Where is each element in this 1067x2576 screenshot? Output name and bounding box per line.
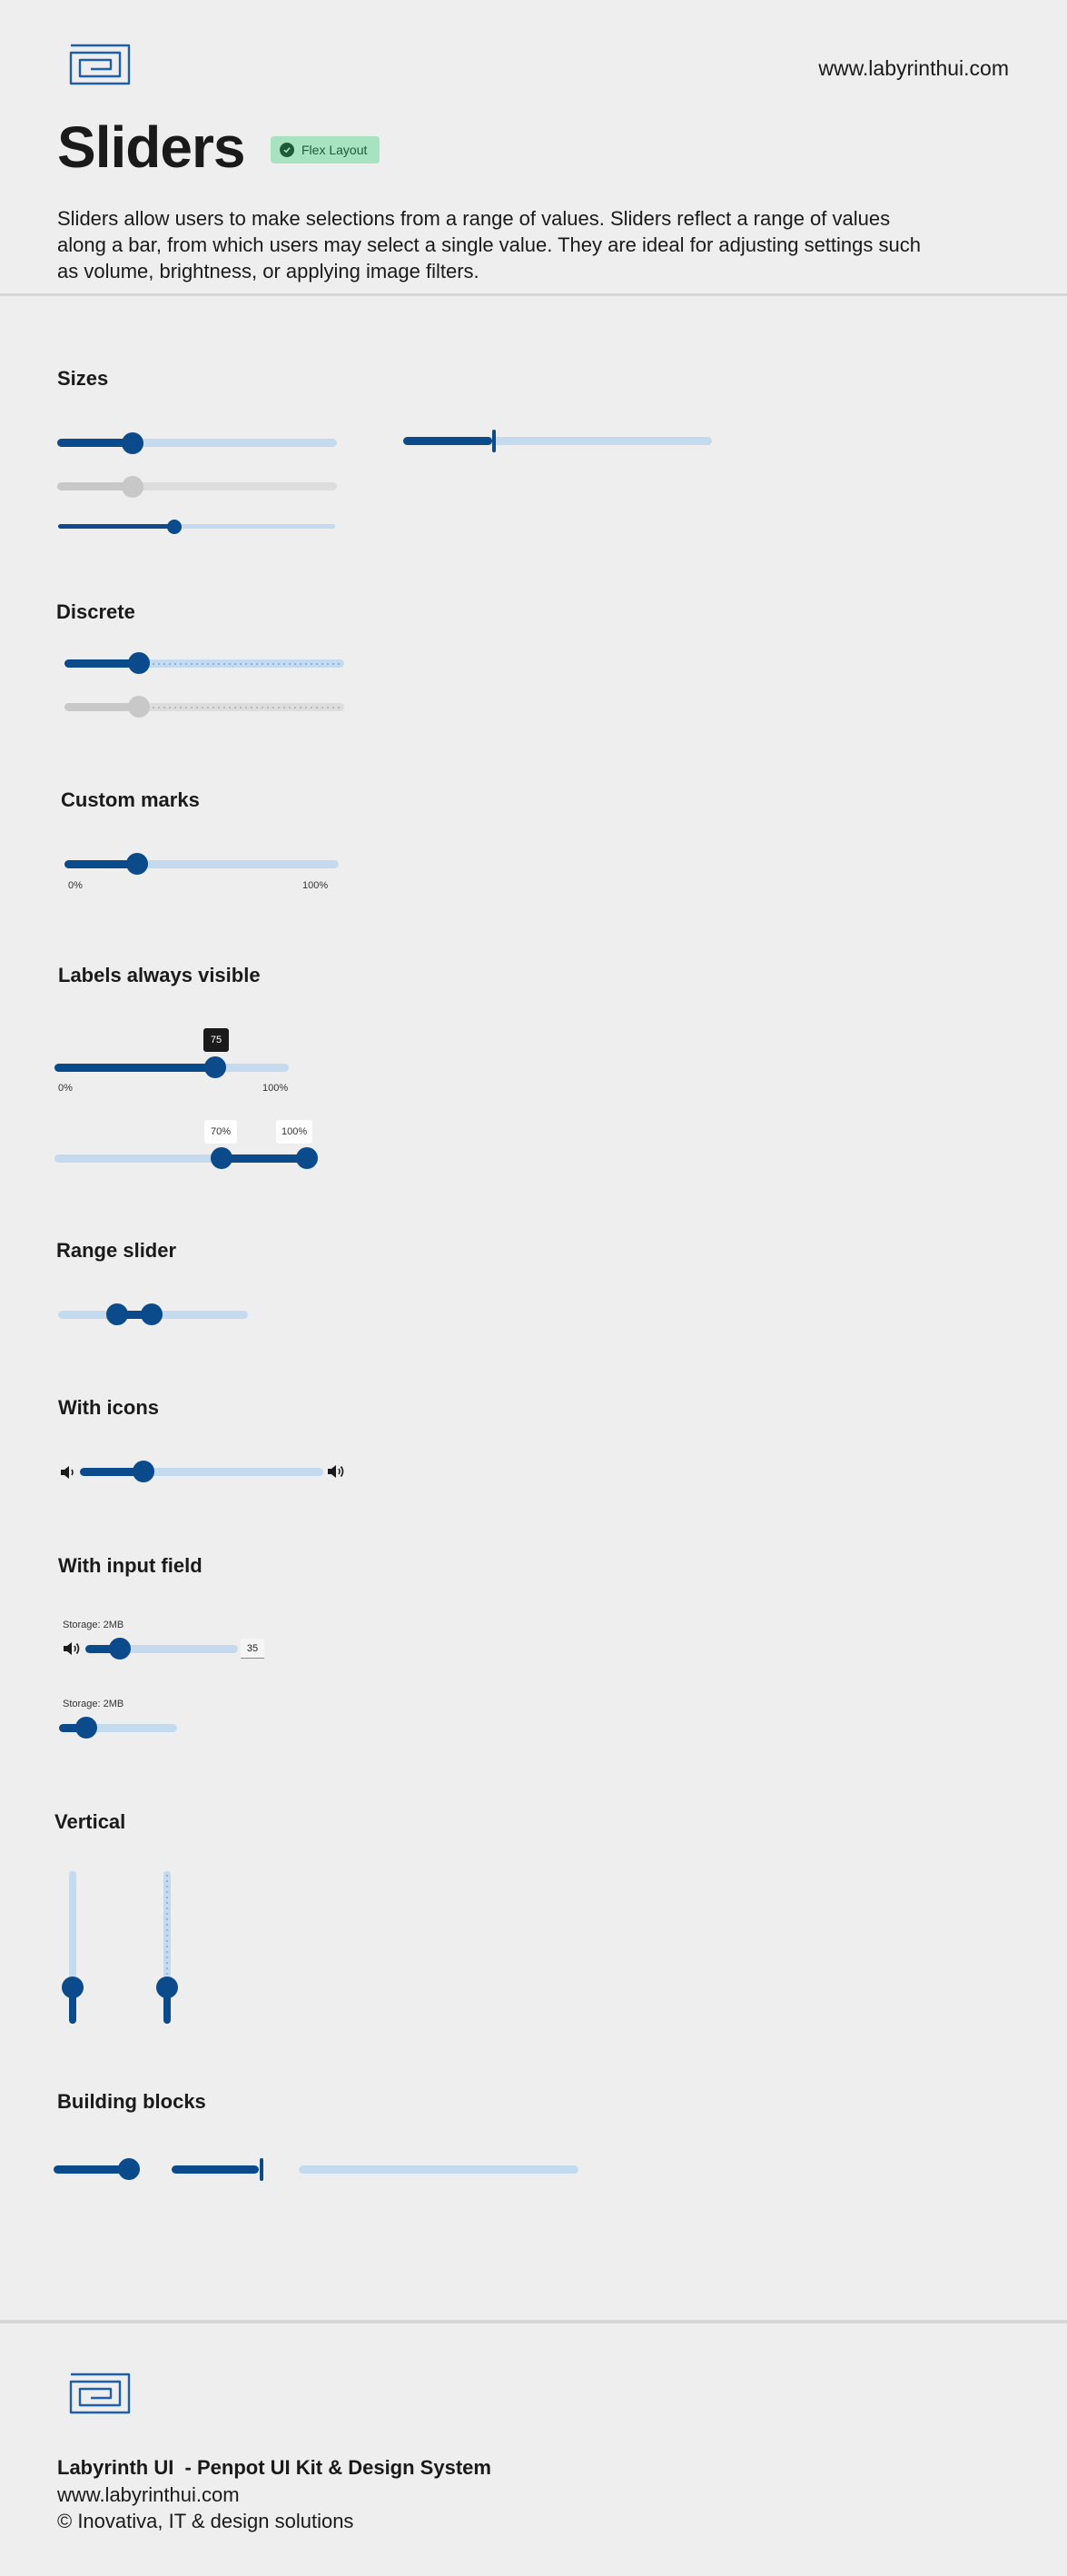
building-block-track bbox=[299, 2165, 578, 2174]
footer-link[interactable]: www.labyrinthui.com bbox=[57, 2483, 240, 2506]
slider-thumb[interactable] bbox=[167, 520, 182, 534]
slider-thumb[interactable] bbox=[133, 1461, 154, 1482]
slider-low-thumb[interactable] bbox=[211, 1147, 232, 1169]
slider-thumb[interactable] bbox=[492, 430, 496, 452]
value-input[interactable] bbox=[241, 1639, 264, 1659]
page-header bbox=[0, 0, 1067, 296]
section-title-range-slider: Range slider bbox=[56, 1239, 177, 1262]
slider-thumb[interactable] bbox=[128, 652, 150, 674]
slider-steps bbox=[166, 1875, 168, 1975]
slider-thumb[interactable] bbox=[109, 1638, 131, 1660]
section-title-discrete: Discrete bbox=[56, 600, 135, 623]
slider-thumb[interactable] bbox=[118, 2158, 140, 2180]
storage-label: Storage: 2MB bbox=[63, 1699, 124, 1709]
section-title-labels-visible: Labels always visible bbox=[58, 964, 261, 986]
storage-label: Storage: 2MB bbox=[63, 1620, 124, 1630]
page-footer bbox=[0, 2320, 1067, 2576]
page-intro: Sliders allow users to make selections from a range of values. Sliders reflect a range of values along a bar, from which users may select a single value. They are ideal for adjusting settings such as volume, brightness, or applying image filters. bbox=[57, 207, 921, 282]
mark-min-label: 0% bbox=[58, 1083, 73, 1094]
low-value-tooltip: 70% bbox=[204, 1120, 237, 1144]
value-tooltip: 75 bbox=[203, 1028, 229, 1052]
section-title-sizes: Sizes bbox=[57, 367, 109, 390]
slider-thumb bbox=[122, 476, 143, 498]
high-value-tooltip: 100% bbox=[276, 1120, 312, 1144]
labyrinth-logo-icon bbox=[65, 2369, 134, 2418]
footer-copyright: © Inovativa, IT & design solutions bbox=[57, 2510, 354, 2532]
volume-up-icon[interactable] bbox=[63, 1641, 81, 1656]
slider-fill bbox=[403, 437, 492, 445]
slider-high-thumb[interactable] bbox=[296, 1147, 318, 1169]
slider-thumb[interactable] bbox=[126, 853, 148, 875]
slider-thumb[interactable] bbox=[75, 1717, 97, 1739]
section-title-with-input-field: With input field bbox=[58, 1554, 203, 1577]
slider-thumb[interactable] bbox=[62, 1977, 84, 1998]
slider-thumb[interactable] bbox=[156, 1977, 178, 1998]
slider-steps bbox=[142, 707, 341, 708]
flex-layout-badge bbox=[271, 136, 380, 163]
section-title-vertical: Vertical bbox=[54, 1810, 126, 1833]
section-title-with-icons: With icons bbox=[58, 1396, 160, 1419]
slider-thumb[interactable] bbox=[260, 2158, 263, 2181]
footer-title: Labyrinth UI - Penpot UI Kit & Design System bbox=[57, 2456, 491, 2479]
volume-down-icon[interactable] bbox=[60, 1465, 78, 1480]
mark-min-label: 0% bbox=[68, 880, 83, 891]
check-circle-icon bbox=[280, 143, 294, 157]
site-link[interactable]: www.labyrinthui.com bbox=[818, 56, 1009, 80]
slider-high-thumb[interactable] bbox=[141, 1303, 163, 1325]
section-title-custom-marks: Custom marks bbox=[61, 788, 200, 811]
mark-max-label: 100% bbox=[262, 1083, 289, 1094]
slider-fill bbox=[58, 524, 174, 529]
slider-fill bbox=[172, 2165, 259, 2174]
volume-up-icon[interactable] bbox=[327, 1464, 345, 1479]
slider-fill bbox=[54, 1064, 215, 1072]
mark-max-label: 100% bbox=[302, 880, 329, 891]
slider-steps bbox=[142, 663, 341, 665]
slider-thumb[interactable] bbox=[204, 1056, 226, 1078]
badge-label: Flex Layout bbox=[301, 143, 368, 157]
slider-low-thumb[interactable] bbox=[106, 1303, 128, 1325]
section-title-building-blocks: Building blocks bbox=[57, 2090, 206, 2113]
slider-fill bbox=[222, 1154, 307, 1163]
page-title: Sliders bbox=[57, 114, 245, 180]
slider-thumb bbox=[128, 696, 150, 718]
slider-thumb[interactable] bbox=[122, 432, 143, 454]
labyrinth-logo-icon bbox=[65, 40, 134, 89]
